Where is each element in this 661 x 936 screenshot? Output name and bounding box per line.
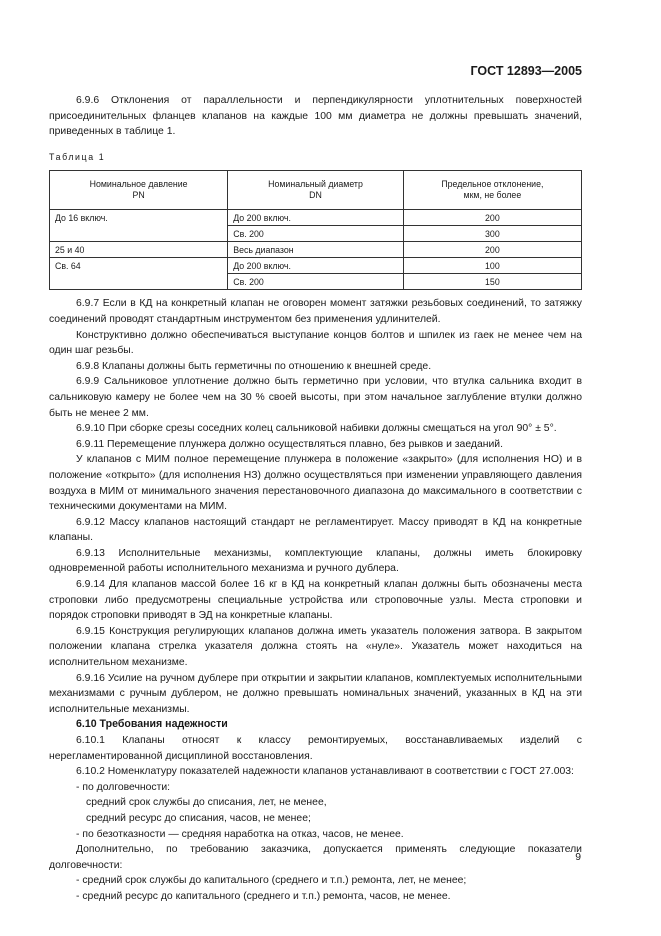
list-item: средний ресурс до списания, часов, не менее; [86,812,311,824]
table-caption: Таблица 1 [49,151,106,162]
list-item: - средний срок службы до капитального (среднего и т.п.) ремонта, лет, не менее; [76,875,467,887]
clause-6-9-12: 6.9.12 Массу клапанов настоящий стандарт не регламентирует. Массу приводят в КД на конкретные клапаны. [49,516,582,544]
clause-6-9-15: 6.9.15 Конструкция регулирующих клапанов должна иметь указатель положения затвора. В закрытом положении клапана стрелка указателя должна стоять на «нуле». Указатель может находиться на исполнительном механизме. [49,625,582,669]
clause-6-9-10: 6.9.10 При сборке срезы соседних колец сальниковой набивки должны смещаться на угол 90° ± 5°. [76,423,557,435]
header-nominal-pressure: Номинальное давление PN [50,171,228,210]
cell-dn: Св. 200 [228,274,404,290]
clause-6-9-8: 6.9.8 Клапаны должны быть герметичны по отношению к внешней среде. [76,360,432,372]
clause-6-9-7-cont: Конструктивно должно обеспечиваться выступание концов болтов и шпилек из гаек не менее чем на один шаг резьбы. [49,329,582,357]
cell-dn: До 200 включ. [228,258,404,274]
page-number: 9 [575,852,581,863]
clause-6-9-11: 6.9.11 Перемещение плунжера должно осуществляться плавно, без рывков и заеданий. [76,438,503,450]
header-nominal-diameter: Номинальный диаметр DN [228,171,404,210]
section-heading-6-10: 6.10 Требования надежности [76,718,228,731]
list-item: - средний ресурс до капитального (среднего и т.п.) ремонта, часов, не менее. [76,890,451,902]
deviation-table [49,170,582,290]
document-body [49,93,582,905]
cell-deviation: 200 [403,242,581,258]
clause-6-9-13: 6.9.13 Исполнительные механизмы, комплектующие клапаны, должны иметь блокировку одновременной работы исполнительного механизма и ручного дублера. [49,547,582,575]
cell-deviation: 150 [403,274,581,290]
cell-dn: До 200 включ. [228,210,404,226]
additional-paragraph: Дополнительно, по требованию заказчика, допускается применять следующие показатели долговечности: [49,844,582,871]
clause-6-9-14: 6.9.14 Для клапанов массой более 16 кг в КД на конкретный клапан должны быть обозначены места строповки либо предусмотрены специальные устройства или строповочные узлы. Места строповки и порядок строповки приводят в ЭД на конкретные клапаны. [49,579,582,622]
cell-dn: Св. 200 [228,226,404,242]
header-limit-deviation: Предельное отклонение, мкм, не более [403,171,581,210]
clause-6-9-9: 6.9.9 Сальниковое уплотнение должно быть герметично при условии, что втулка сальника входит в сальниковую камеру не более чем на 30 % своей высоты, при этом начальное заглубление втулки должно быть не менее 2 мм. [49,376,582,419]
table-row [50,210,582,226]
list-item: - по долговечности: [76,781,171,793]
cell-deviation: 100 [403,258,581,274]
table-row [50,242,582,258]
clause-6-9-7: 6.9.7 Если в КД на конкретный клапан не оговорен момент затяжки резьбовых соединений, то затяжку соединений проводят стандартным инструментом без применения удлинителей. [49,298,582,325]
list-item: средний срок службы до списания, лет, не менее, [86,797,327,809]
clause-6-9-6: 6.9.6 Отклонения от параллельности и перпендикулярности уплотнительных поверхностей присоединительных фланцев клапанов на каждые 100 мм диаметра не должны превышать значений, приведенных в таблице 1. [49,95,582,138]
standard-designation: ГОСТ 12893—2005 [470,64,582,78]
list-item: - по безотказности — средняя наработка на отказ, часов, не менее. [76,828,404,840]
clause-6-10-1: 6.10.1 Клапаны относят к классу ремонтируемых, восстанавливаемых изделий с нерегламентированной дисциплиной восстановления. [49,735,582,762]
cell-dn: Весь диапазон [228,242,404,258]
table-row [50,258,582,274]
cell-deviation: 200 [403,210,581,226]
clause-6-9-11-cont: У клапанов с МИМ полное перемещение плунжера в положение «закрыто» (для исполнения НО) и в положение «открыто» (для исполнения НЗ) должно осуществляться при изменении управляющего давления воздуха в МИМ от минимального значения перестановочного диапазона до максимального в соответствии с техническими документами на МИМ. [49,454,582,513]
cell-pn: До 16 включ. [50,210,228,242]
cell-deviation: 300 [403,226,581,242]
cell-pn: Св. 64 [50,258,228,290]
clause-6-10-2: 6.10.2 Номенклатуру показателей надежности клапанов устанавливают в соответствии с ГОСТ 27.003: [76,766,574,778]
clause-6-9-16: 6.9.16 Усилие на ручном дублере при открытии и закрытии клапанов, комплектуемых исполнительными механизмами с ручным дублером, не должно превышать номинальных значений, указанных в КД на эти исполнительные механизмы. [49,672,582,715]
cell-pn: 25 и 40 [50,242,228,258]
